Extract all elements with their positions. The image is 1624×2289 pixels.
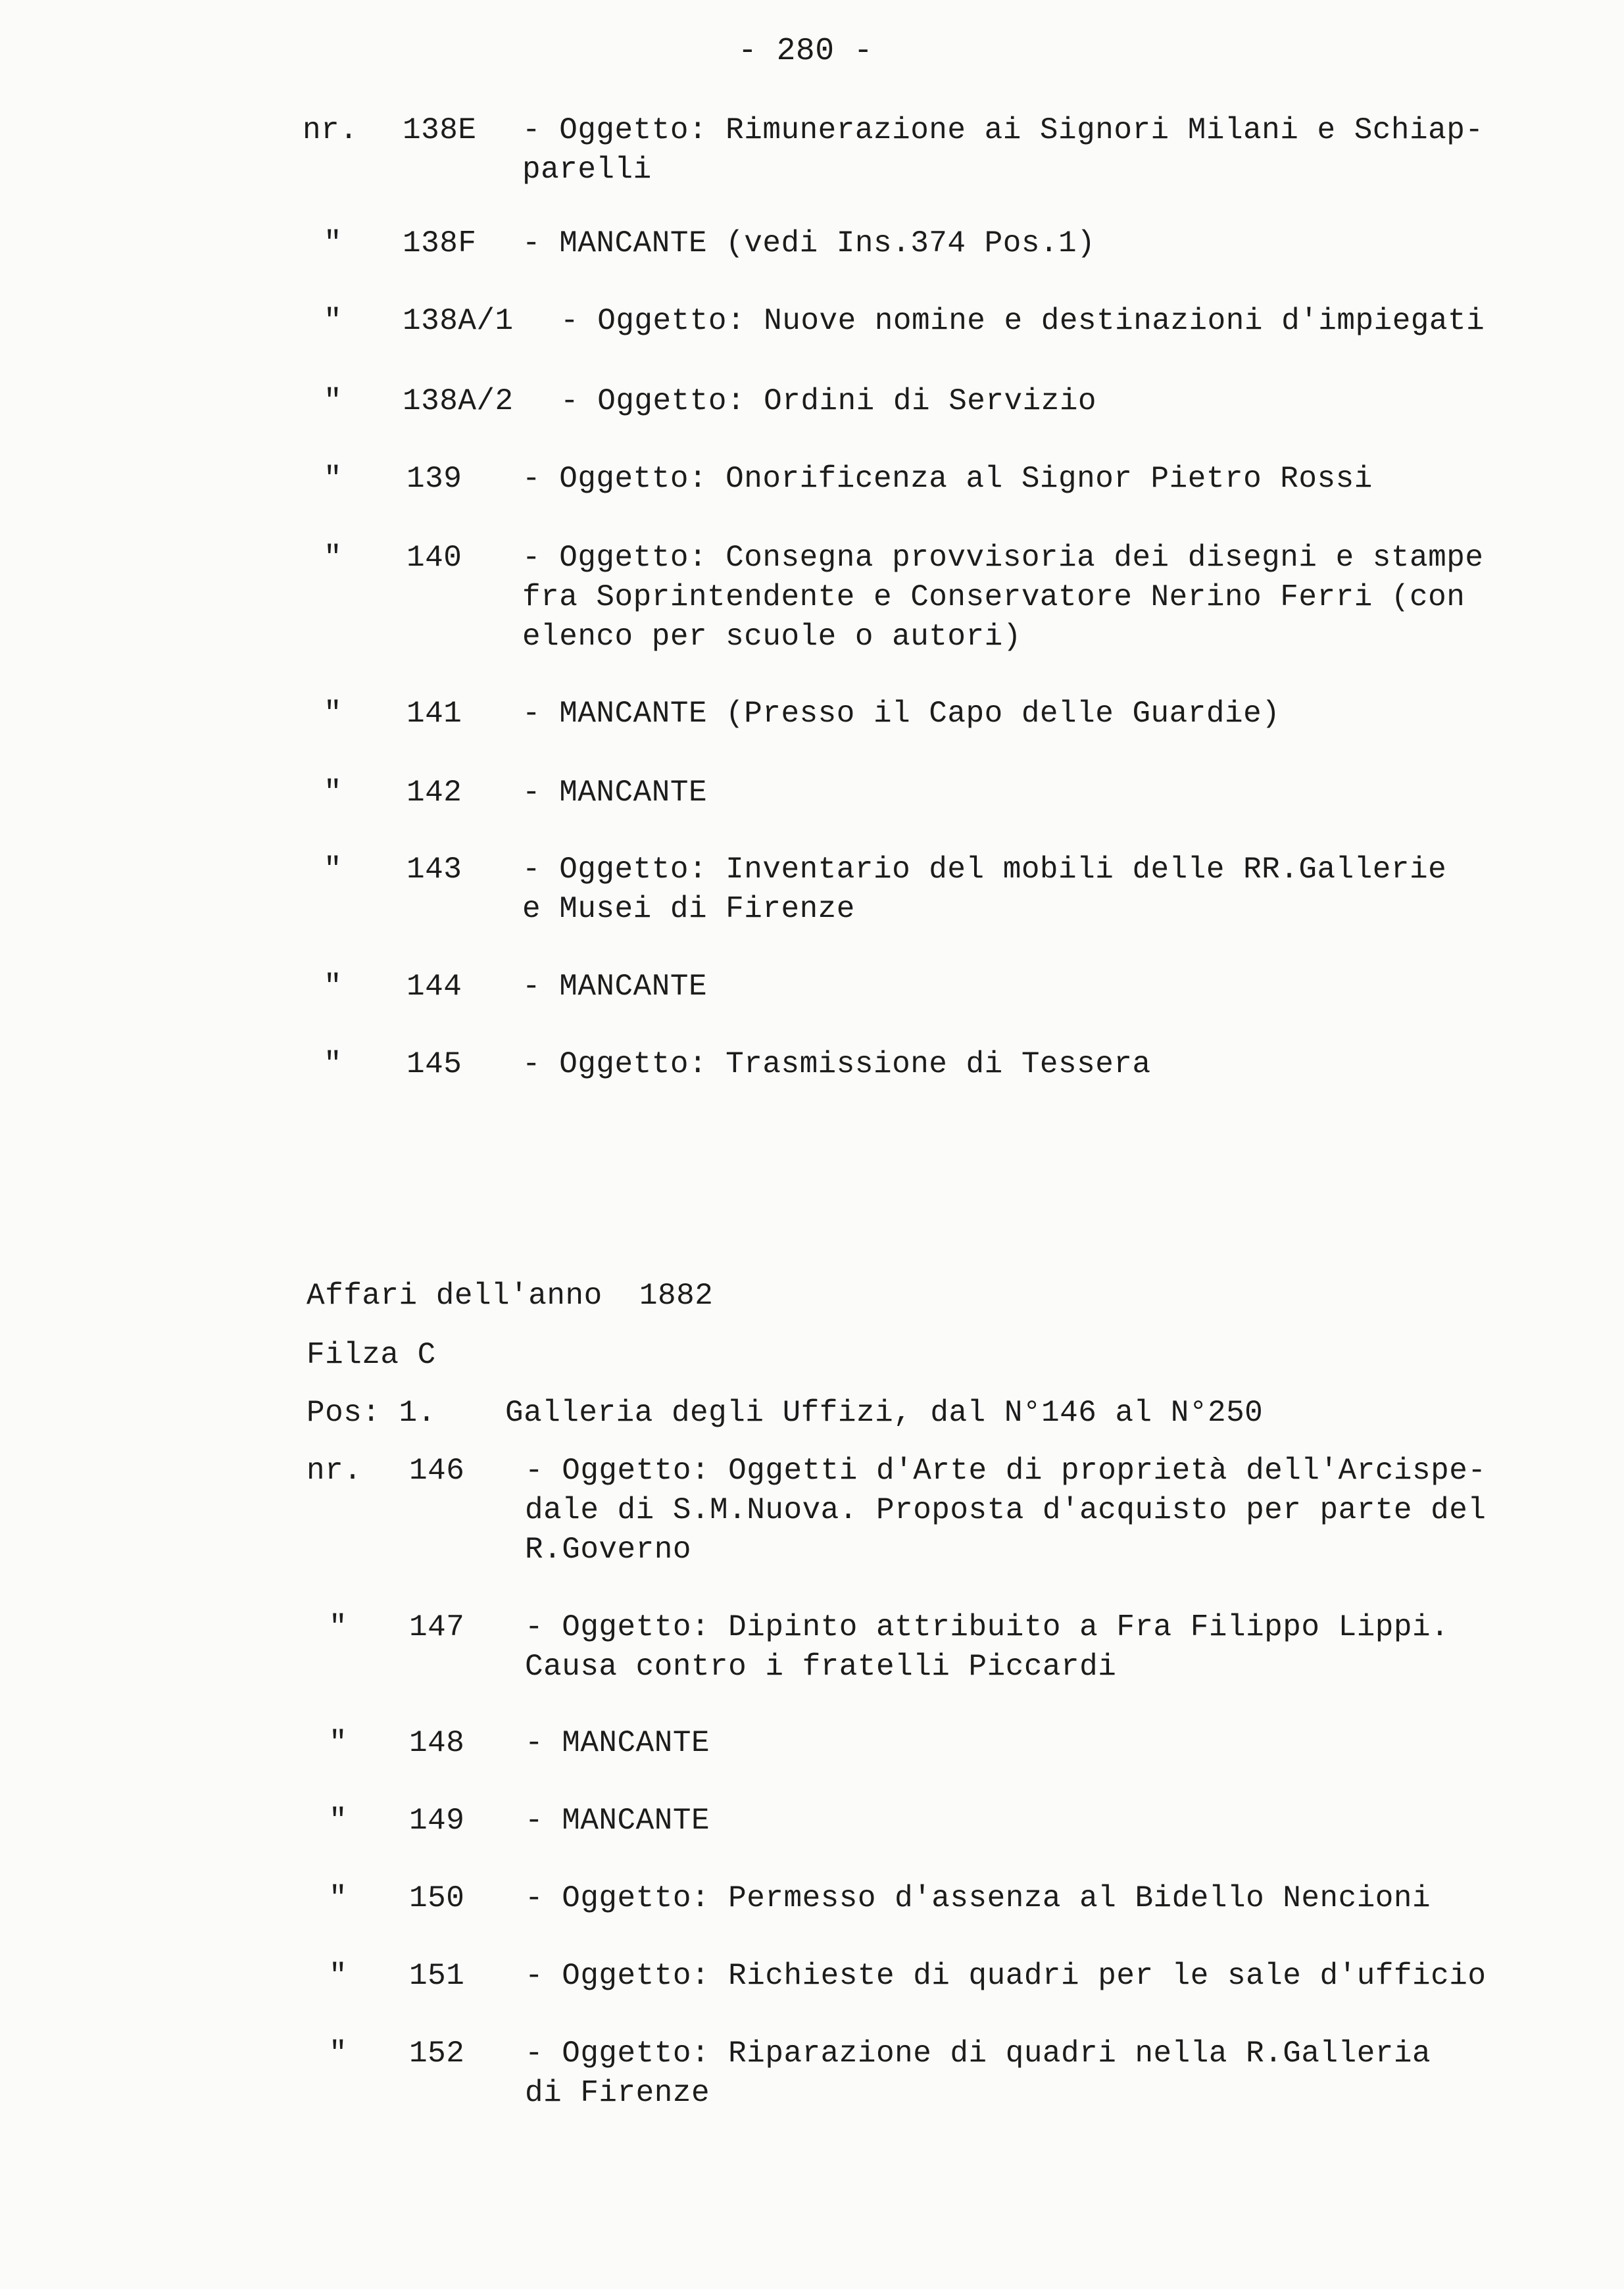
pos-text: Galleria degli Uffizi, dal N°146 al N°250 — [505, 1396, 1264, 1430]
entry-description — [525, 1451, 1486, 1569]
entry-number: 144 — [406, 970, 462, 1004]
entry-number: 148 — [409, 1726, 465, 1760]
entry-description — [525, 1879, 1431, 1918]
ditto-mark: " — [329, 1610, 348, 1644]
entry-description — [525, 2034, 1431, 2113]
entry-line: - Oggetto: Dipinto attribuito a Fra Filippo Lippi. — [525, 1610, 1450, 1644]
ditto-mark: " — [324, 970, 343, 1004]
ditto-mark: " — [329, 1726, 348, 1760]
entry-line: - Oggetto: Inventario del mobili delle RR.Gallerie — [522, 852, 1447, 887]
page-number: - 280 - — [738, 34, 874, 69]
entry-number: 138A/2 — [403, 384, 514, 418]
entry-line: parelli — [522, 153, 652, 187]
entry-number: 151 — [409, 1959, 465, 1993]
section-title: Affari dell'anno 1882 — [307, 1279, 714, 1313]
entry-description — [522, 773, 707, 812]
ditto-mark: " — [329, 2036, 348, 2071]
entry-line: - MANCANTE — [525, 1726, 710, 1760]
ditto-mark: " — [324, 384, 343, 418]
entry-line: elenco per scuole o autori) — [522, 620, 1021, 654]
entry-line: - Oggetto: Onorificenza al Signor Pietro Rossi — [522, 462, 1373, 496]
entry-line: - Oggetto: Riparazione di quadri nella R.Galleria — [525, 2036, 1431, 2071]
entry-description — [522, 694, 1280, 733]
entry-line: R.Governo — [525, 1533, 691, 1567]
ditto-mark: " — [329, 1959, 348, 1993]
entry-description — [522, 111, 1483, 189]
entry-description — [525, 1608, 1449, 1686]
entry-description — [560, 301, 1485, 341]
entry-description — [525, 1723, 710, 1763]
entry-line: - Oggetto: Consegna provvisoria dei disegni e stampe — [522, 541, 1484, 575]
entry-number: 139 — [406, 462, 462, 496]
entry-line: - MANCANTE (Presso il Capo delle Guardie) — [522, 697, 1281, 731]
entry-description — [560, 382, 1096, 421]
entry-description — [522, 224, 1095, 263]
ditto-mark: " — [329, 1804, 348, 1838]
entry-description — [522, 850, 1446, 929]
entry-description — [525, 1801, 710, 1840]
ditto-mark: " — [324, 226, 343, 260]
entry-number: 143 — [406, 852, 462, 887]
entry-number: 138E — [403, 113, 477, 147]
entry-number: 140 — [406, 541, 462, 575]
entry-number: 145 — [406, 1047, 462, 1081]
entry-line: dale di S.M.Nuova. Proposta d'acquisto per parte del — [525, 1493, 1487, 1527]
entry-description — [522, 459, 1373, 499]
entry-line: - Oggetto: Nuove nomine e destinazioni d'impiegati — [560, 304, 1485, 338]
entry-line: - MANCANTE — [522, 775, 708, 810]
ditto-mark: " — [324, 1047, 343, 1081]
entry-prefix-nr: nr. — [303, 113, 358, 147]
ditto-mark: " — [324, 541, 343, 575]
entry-description — [522, 1045, 1151, 1084]
entry-line: - MANCANTE (vedi Ins.374 Pos.1) — [522, 226, 1096, 260]
entry-line: Causa contro i fratelli Piccardi — [525, 1650, 1117, 1684]
pos-label: Pos: 1. — [307, 1396, 436, 1430]
entry-number: 149 — [409, 1804, 465, 1838]
ditto-mark: " — [324, 852, 343, 887]
filza-label: Filza C — [307, 1338, 436, 1372]
entry-prefix-nr: nr. — [307, 1454, 362, 1488]
entry-line: - MANCANTE — [522, 970, 708, 1004]
entry-line: - Oggetto: Permesso d'assenza al Bidello Nencioni — [525, 1881, 1431, 1915]
entry-line: - MANCANTE — [525, 1804, 710, 1838]
ditto-mark: " — [324, 775, 343, 810]
entry-line: di Firenze — [525, 2076, 710, 2110]
ditto-mark: " — [329, 1881, 348, 1915]
ditto-mark: " — [324, 462, 343, 496]
entry-description — [522, 538, 1483, 656]
entry-description — [522, 967, 707, 1006]
entry-number: 150 — [409, 1881, 465, 1915]
entry-number: 146 — [409, 1454, 465, 1488]
entry-line: e Musei di Firenze — [522, 892, 855, 926]
entry-line: - Oggetto: Oggetti d'Arte di proprietà dell'Arcispe- — [525, 1454, 1487, 1488]
entry-line: - Oggetto: Trasmissione di Tessera — [522, 1047, 1151, 1081]
entry-number: 152 — [409, 2036, 465, 2071]
entry-number: 141 — [406, 697, 462, 731]
ditto-mark: " — [324, 304, 343, 338]
entry-line: - Oggetto: Rimunerazione ai Signori Milani e Schiap- — [522, 113, 1484, 147]
entry-number: 138F — [403, 226, 477, 260]
entry-number: 142 — [406, 775, 462, 810]
entry-line: - Oggetto: Ordini di Servizio — [560, 384, 1097, 418]
entry-number: 147 — [409, 1610, 465, 1644]
entry-description — [525, 1956, 1486, 1996]
entry-number: 138A/1 — [403, 304, 514, 338]
entry-line: - Oggetto: Richieste di quadri per le sale d'ufficio — [525, 1959, 1487, 1993]
ditto-mark: " — [324, 697, 343, 731]
entry-line: fra Soprintendente e Conservatore Nerino Ferri (con — [522, 580, 1465, 614]
